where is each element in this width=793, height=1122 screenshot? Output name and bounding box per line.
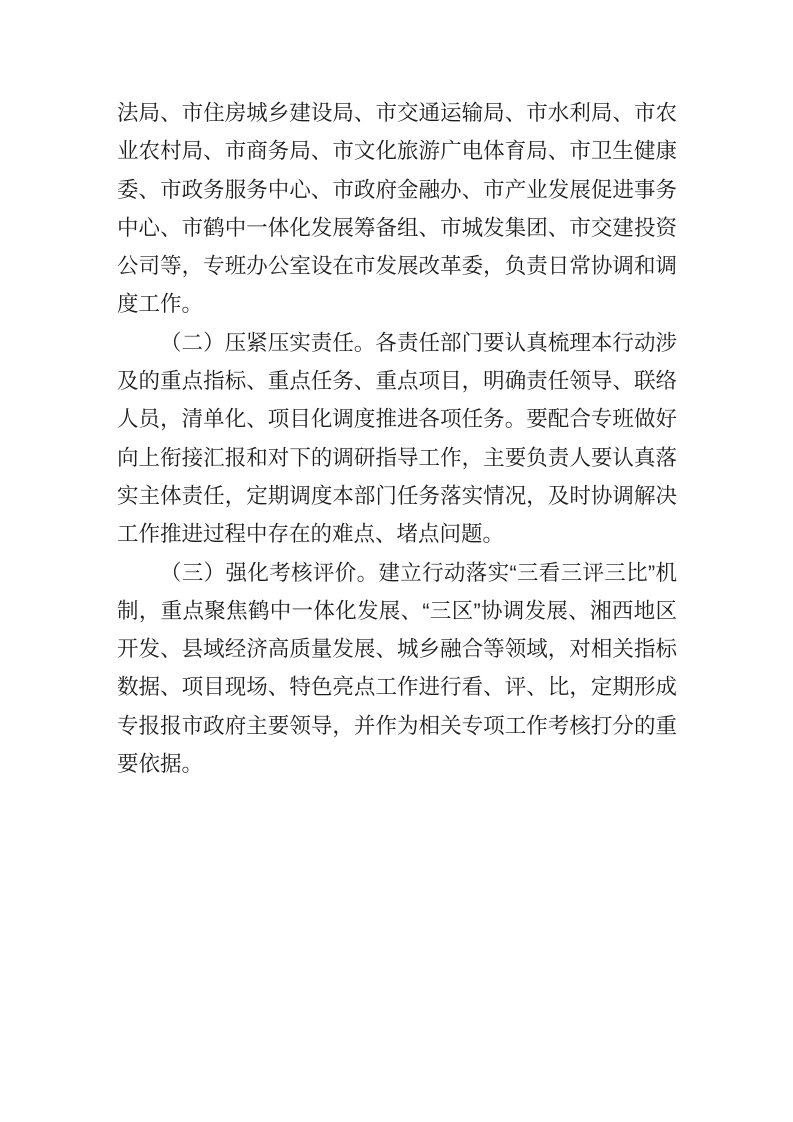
paragraph-item-2: （二）压紧压实责任。各责任部门要认真梳理本行动涉及的重点指标、重点任务、重点项目，明确责任领导、联络人员，清单化、项目化调度推进各项任务。要配合专班做好向上衔接汇报和对下的调研指导工作，主要负责人要认真落实主体责任，定期调度本部门任务落实情况，及时协调解决工作推进过程中存在的难点、堵点问题。 [117, 330, 677, 547]
paragraph-continuation: 法局、市住房城乡建设局、市交通运输局、市水利局、市农业农村局、市商务局、市文化旅游广电体育局、市卫生健康委、市政务服务中心、市政府金融办、市产业发展促进事务中心、市鹤中一体化发展筹备组、市城发集团、市交建投资公司等，专班办公室设在市发展改革委，负责日常协调和调度工作。 [117, 101, 677, 317]
paragraph-item-3: （三）强化考核评价。建立行动落实“三看三评三比”机制，重点聚焦鹤中一体化发展、“三区”协调发展、湘西地区开发、县域经济高质量发展、城乡融合等领域，对相关指标数据、项目现场、特色亮点工作进行看、评、比，定期形成专报报市政府主要领导，并作为相关专项工作考核打分的重要依据。 [117, 560, 677, 777]
document-text-block [117, 94, 677, 783]
